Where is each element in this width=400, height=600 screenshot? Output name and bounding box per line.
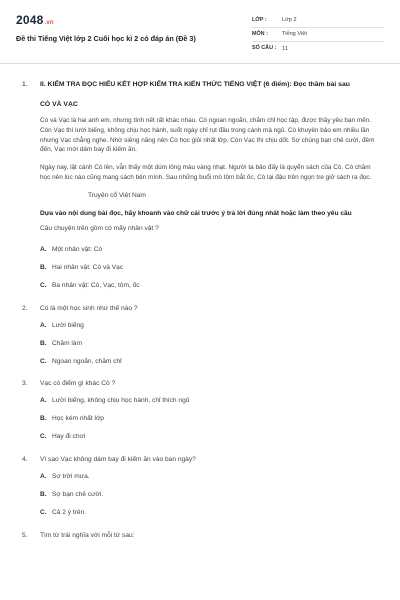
option-letter: A. (40, 397, 47, 405)
answer-options (40, 242, 382, 296)
question-text: Vì sao Vạc không dám bay đi kiếm ăn vào ban ngày? (40, 455, 196, 463)
option-letter: B. (40, 490, 47, 498)
option-letter: C. (40, 357, 47, 365)
meta-value: Tiếng Việt (282, 31, 307, 38)
story-paragraph: Cò và Vạc là hai anh em, nhưng tính nết rất khác nhau. Cò ngoan ngoãn, chăm chỉ học tập, được thầy yêu bạn mến. Còn Vạc thì lười biếng, không chịu học hành, suốt ngày chỉ rụt đầu trong cánh mà ngủ. Cò khuyên bảo em nhiều lần nhưng Vạc chẳng nghe. Nhờ siêng năng nên Cò học giỏi nhất lớp. Còn Vạc thì chịu dốt. Sợ chúng bạn chê cười, đêm đến, Vạc mới dám bay đi kiếm ăn. (40, 116, 375, 154)
document-title: Đề thi Tiếng Việt lớp 2 Cuối học kì 2 có đáp án (Đề 3) (16, 34, 196, 43)
instruction-text: Dựa vào nội dung bài đọc, hãy khoanh vào chữ cái trước ý trả lời đúng nhất hoặc làm theo yêu cầu (40, 209, 352, 217)
story-title: CÒ VÀ VẠC (40, 100, 78, 108)
meta-label: SỐ CÂU : (252, 45, 277, 52)
answer-option[interactable] (40, 335, 212, 351)
question-number: 2. (22, 304, 28, 312)
question-text: Cò là một học sinh như thế nào ? (40, 304, 138, 312)
option-letter: B. (40, 339, 47, 347)
meta-row-question-count (252, 42, 384, 56)
option-letter: B. (40, 415, 47, 423)
option-letter: C. (40, 508, 47, 516)
option-text: Sợ bạn chê cười. (52, 490, 104, 498)
section-number: 1. (22, 81, 28, 88)
answer-option[interactable] (40, 429, 212, 445)
question-number: 5. (22, 531, 28, 539)
option-text: Lười biếng, không chịu học hành, chỉ thích ngủ (52, 397, 190, 405)
answer-option[interactable] (40, 278, 212, 294)
question-number: 4. (22, 455, 28, 463)
site-logo[interactable]: 2048.vn (16, 13, 54, 27)
answer-option[interactable] (40, 411, 212, 427)
question-item (22, 304, 382, 314)
option-text: Học kém nhất lớp (52, 415, 104, 423)
question-text: Câu chuyện trên gồm có mấy nhân vật ? (40, 225, 159, 233)
exam-meta-table (252, 14, 384, 56)
meta-row-grade (252, 14, 384, 28)
section-heading (22, 80, 382, 90)
question-text: Tìm từ trái nghĩa với mỗi từ sau: (40, 531, 135, 539)
meta-value: Lớp 2 (282, 17, 297, 24)
question-text: Vạc có điểm gì khác Cò ? (40, 380, 116, 388)
answer-option[interactable] (40, 393, 212, 409)
option-letter: A. (40, 472, 47, 480)
meta-label: LỚP : (252, 16, 267, 23)
option-text: Chăm làm (52, 339, 83, 347)
option-letter: B. (40, 264, 47, 272)
meta-value: 11 (282, 45, 288, 52)
meta-label: MÔN : (252, 30, 268, 37)
option-letter: A. (40, 246, 47, 254)
option-letter: C. (40, 433, 47, 441)
question-number: 3. (22, 380, 28, 388)
option-letter: A. (40, 321, 47, 329)
story-source: Truyện cổ Việt Nam (88, 192, 146, 200)
answer-options (40, 393, 382, 447)
answer-option[interactable] (40, 505, 212, 521)
option-text: Ngoan ngoãn, chăm chỉ (52, 357, 122, 365)
answer-option[interactable] (40, 469, 212, 485)
exam-content (22, 80, 382, 540)
option-text: Một nhân vật: Cò (52, 246, 103, 254)
question-item (22, 531, 382, 541)
answer-options (40, 317, 382, 371)
option-text: Hai nhân vật: Cò và Vạc (52, 264, 124, 272)
question-item (22, 455, 382, 465)
page-header (0, 0, 400, 64)
option-text: Sợ trời mưa. (52, 472, 90, 480)
option-text: Hay đi chơi (52, 433, 86, 441)
answer-option[interactable] (40, 242, 212, 258)
answer-option[interactable] (40, 487, 212, 503)
answer-option[interactable] (40, 353, 212, 369)
answer-option[interactable] (40, 260, 212, 276)
answer-options (40, 469, 382, 523)
option-text: Cả 2 ý trên. (52, 508, 87, 516)
answer-option[interactable] (40, 317, 212, 333)
story-paragraph: Ngày nay, lật cánh Cò lên, vẫn thấy một dúm lông màu vàng nhạt. Người ta bảo đấy là quyển sách của Cò. Cò chăm học nên lúc nào cũng mang sách bên mình. Sau những buổi mò tôm bắt ốc, Cò lại đậu trên ngọn tre giở sách ra đọc. (40, 164, 372, 182)
option-text: Ba nhân vật: Cò, Vạc, tôm, ốc (52, 282, 140, 290)
question-item (22, 379, 382, 389)
section-heading-text: II. KIỂM TRA ĐỌC HIỂU KẾT HỢP KIỂM TRA KIẾN THỨC TIẾNG VIỆT (6 điểm): Đọc thầm bài sau (40, 81, 350, 88)
option-letter: C. (40, 282, 47, 290)
option-text: Lười biếng (52, 321, 84, 329)
meta-row-subject (252, 28, 384, 42)
